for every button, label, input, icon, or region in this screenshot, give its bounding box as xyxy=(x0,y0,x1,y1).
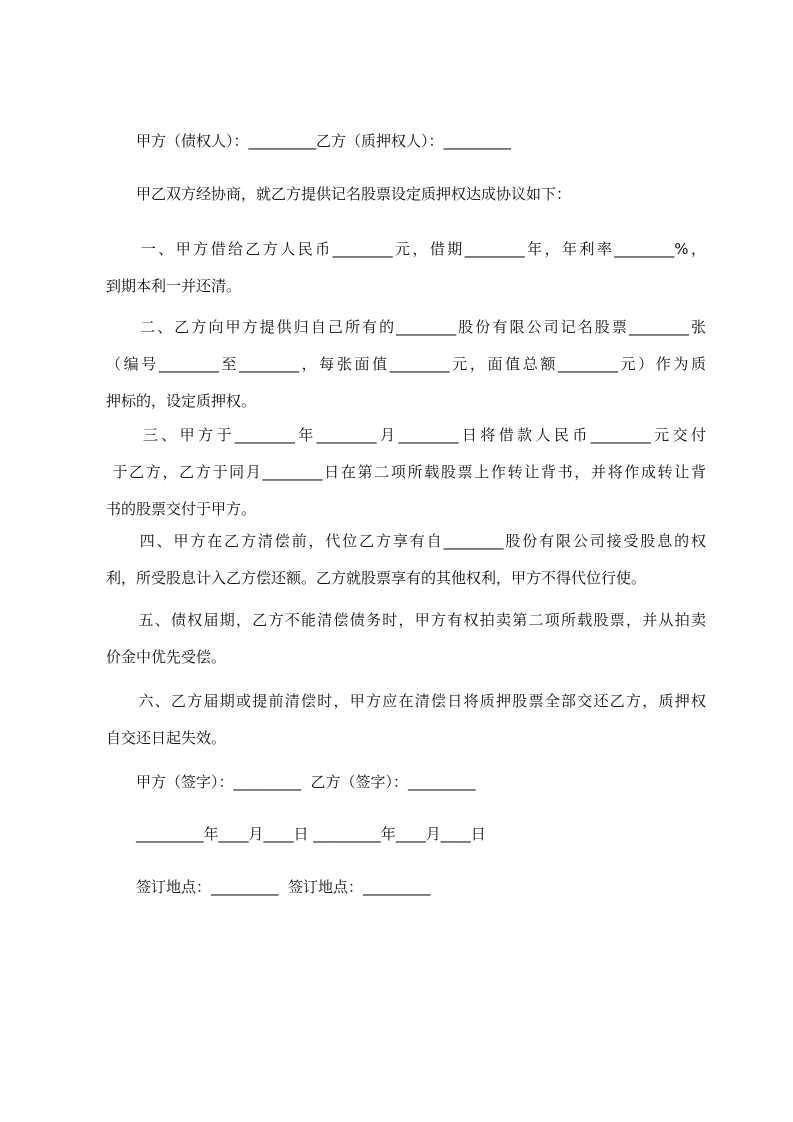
clause-2-line-2: （编号________至________，每张面值________元，面值总额________元）作为质 xyxy=(106,355,706,373)
clause-3 xyxy=(106,425,706,536)
signature-line: 甲方（签字）：_________ 乙方（签字）：_________ xyxy=(106,773,476,791)
signing-place-line: 签订地点：_________ 签订地点：_________ xyxy=(106,878,431,896)
parties-line: 甲方（债权人）：_________乙方（质押权人）：_________ xyxy=(106,132,512,150)
clause-5-line-2: 价金中优先受偿。 xyxy=(106,648,227,666)
intro-paragraph: 甲乙双方经协商，就乙方提供记名股票设定质押权达成协议如下： xyxy=(106,185,572,203)
clause-2-line-1: 二、乙方向甲方提供归自己所有的________股份有限公司记名股票________张 xyxy=(106,318,706,336)
clause-4 xyxy=(106,531,706,605)
date-line: _________年____月____日 _________年____月____日 xyxy=(106,825,486,843)
clause-6-line-1: 六、乙方届期或提前清偿时，甲方应在清偿日将质押股票全部交还乙方，质押权 xyxy=(106,692,706,710)
clause-3-line-1: 三、甲方于________年________月________日将借款人民币________元交付 xyxy=(106,426,706,444)
clause-6-line-2: 自交还日起失效。 xyxy=(106,729,227,747)
clause-5 xyxy=(106,610,706,684)
clause-1-line-2: 到期本利一并还清。 xyxy=(106,277,242,295)
clause-2 xyxy=(106,317,706,428)
clause-4-line-2: 利，所受股息计入乙方偿还额。乙方就股票享有的其他权利，甲方不得代位行使。 xyxy=(106,569,647,587)
clause-5-line-1: 五、债权届期，乙方不能清偿债务时，甲方有权拍卖第二项所载股票，并从拍卖 xyxy=(106,611,706,629)
clause-6 xyxy=(106,691,706,765)
clause-4-line-1: 四、甲方在乙方清偿前，代位乙方享有自________股份有限公司接受股息的权 xyxy=(106,532,706,550)
clause-1 xyxy=(106,239,706,313)
clause-2-line-3: 押标的，设定质押权。 xyxy=(106,392,257,410)
clause-3-line-2: 于乙方，乙方于同月________日在第二项所载股票上作转让背书，并将作成转让背 xyxy=(106,463,706,481)
clause-3-line-3: 书的股票交付于甲方。 xyxy=(106,500,257,518)
clause-1-line-1: 一、甲方借给乙方人民币________元，借期________年，年利率________%， xyxy=(106,240,706,258)
